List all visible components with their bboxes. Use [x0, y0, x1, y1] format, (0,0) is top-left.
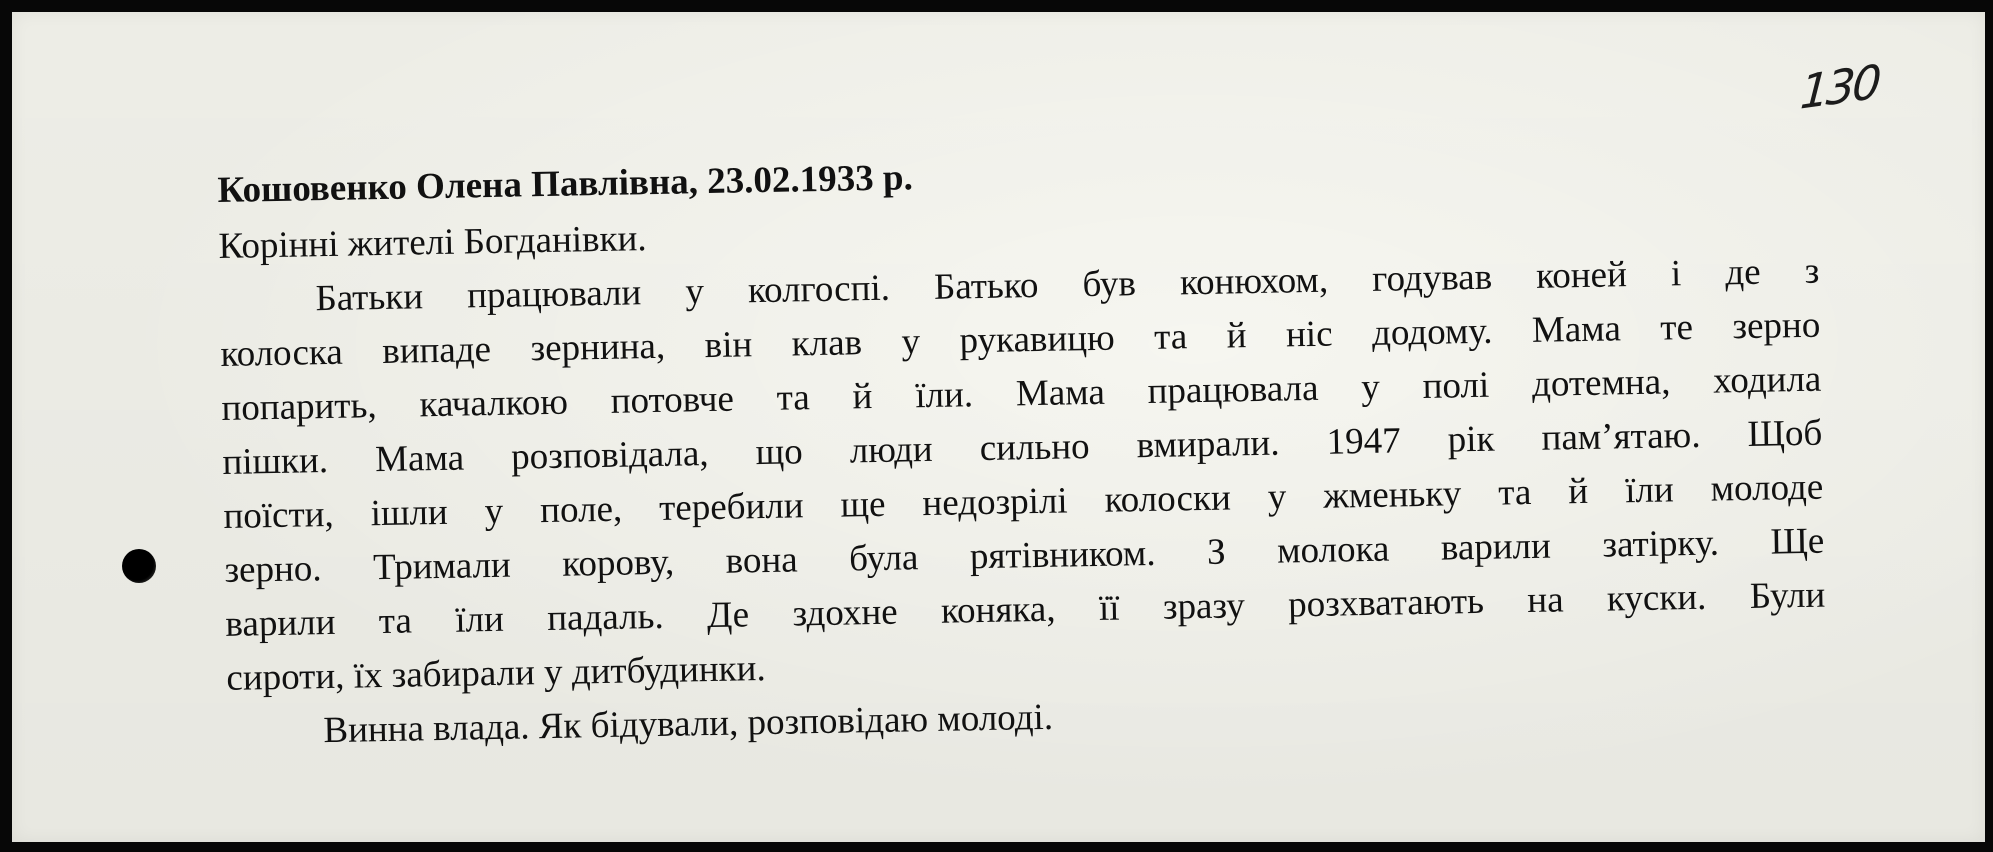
paragraph-line: сироти, їх забирали у дитбудинки.: [226, 648, 766, 699]
paragraph-line: Батьки працювали у колгоспі. Батько був конюхом, годував коней і де з: [315, 250, 1820, 320]
document-text: [217, 133, 1828, 760]
paragraph-line: поїсти, ішли у поле, теребили ще недозрілі колоски у жменьку та й їли молоде: [223, 466, 1824, 537]
paragraph-2: Винна влада. Як бідували, розповідаю молоді.: [323, 696, 1054, 752]
paragraph-1: [219, 245, 1827, 706]
paragraph-line: зерно. Тримали корову, вона була рятівником. З молока варили затірку. Ще: [224, 520, 1825, 591]
handwritten-page-number: 130: [1798, 53, 1881, 121]
document-heading: Кошовенко Олена Павлівна, 23.02.1933 р.: [217, 157, 914, 211]
punch-hole: [122, 549, 156, 583]
subheading: Корінні жителі Богданівки.: [218, 218, 647, 267]
paragraph-line: попарить, качалкою потовче та й їли. Мама працювала у полі дотемна, ходила: [221, 358, 1822, 429]
paragraph-line: пішки. Мама розповідала, що люди сильно вмирали. 1947 рік пам’ятаю. Щоб: [222, 412, 1823, 483]
paragraph-line: колоска випаде зернина, він клав у рукавицю та й ніс додому. Мама те зерно: [220, 304, 1821, 375]
paragraph-line: варили та їли падаль. Де здохне коняка, її зразу розхватають на куски. Були: [225, 574, 1826, 645]
document-sheet: [12, 12, 1985, 842]
